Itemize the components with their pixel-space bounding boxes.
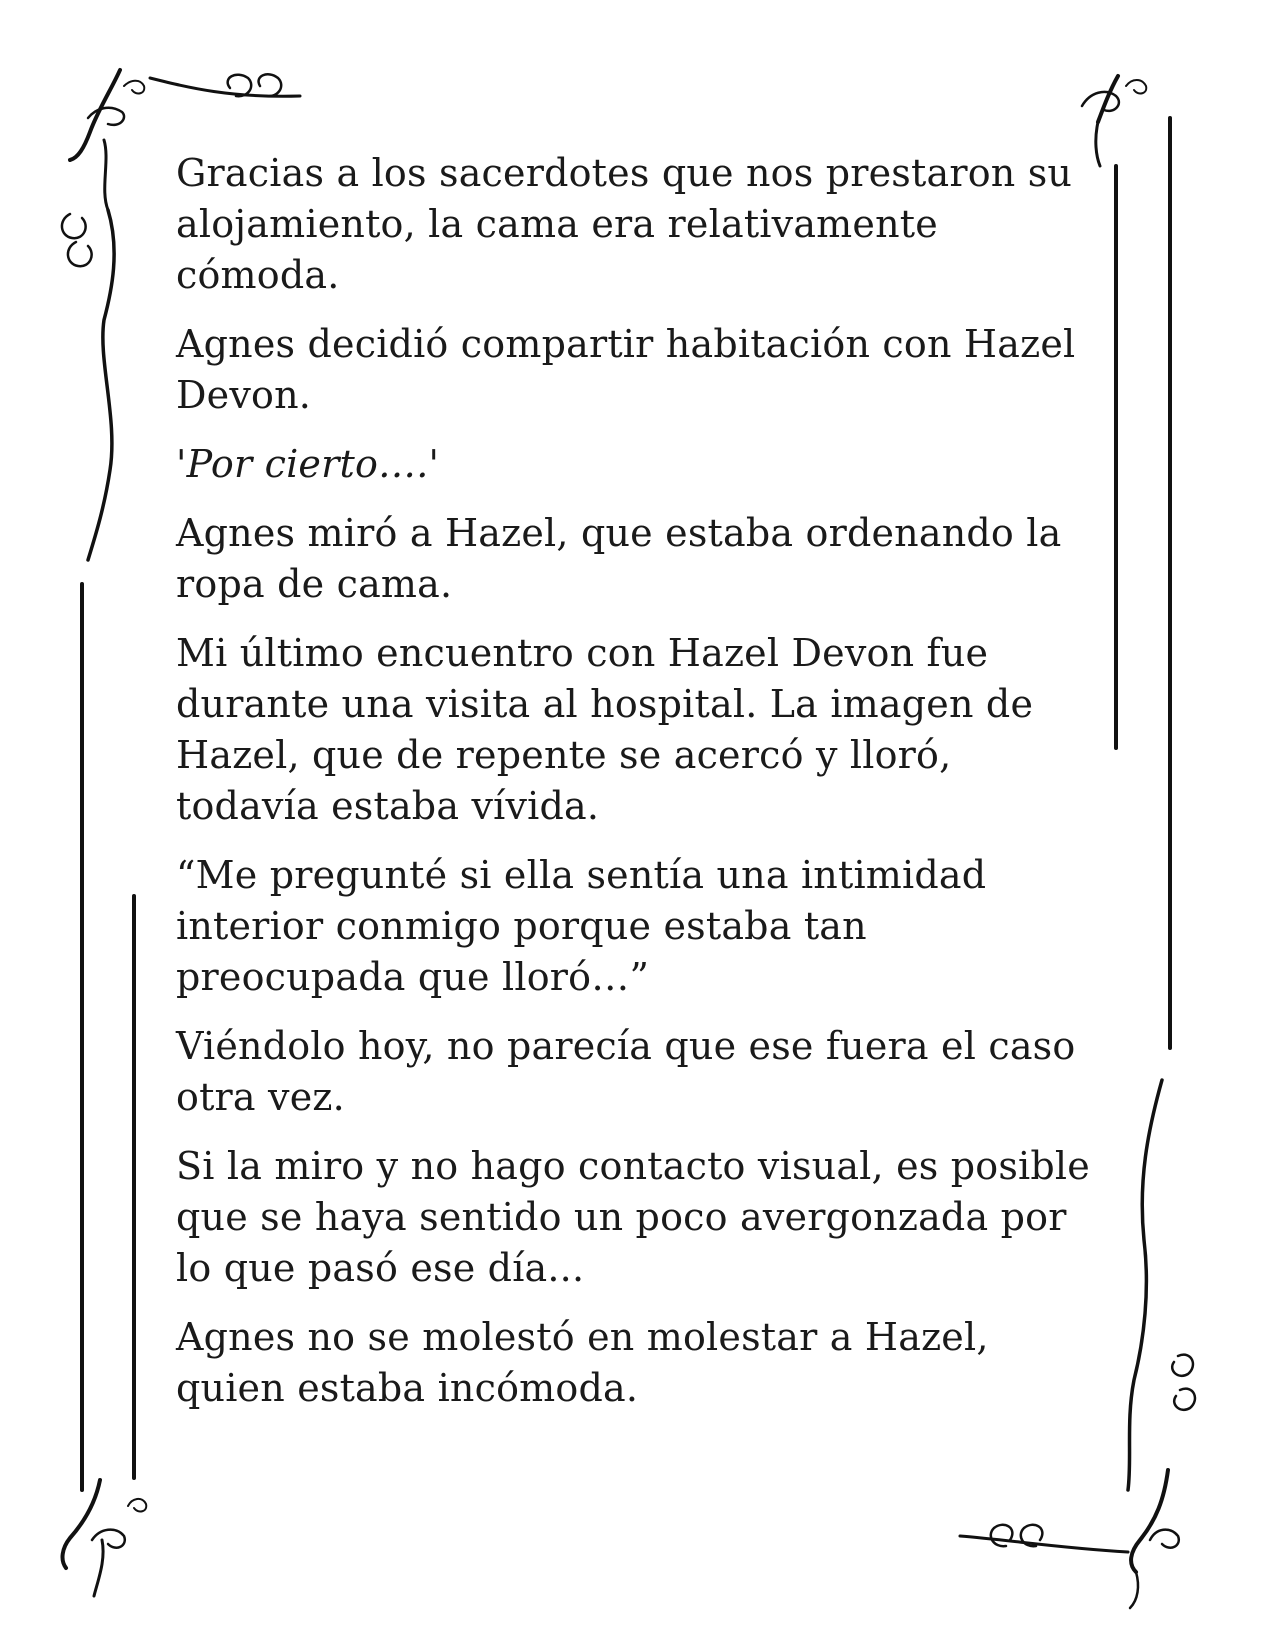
story-text-block — [176, 148, 1106, 1432]
paragraph: Viéndolo hoy, no parecía que ese fuera el caso otra vez. — [176, 1024, 1076, 1119]
paragraph: Agnes miró a Hazel, que estaba ordenando la ropa de cama. — [176, 511, 1062, 606]
italic-thought-paragraph: 'Por cierto….' — [176, 442, 440, 486]
paragraph: Agnes no se molestó en molestar a Hazel, quien estaba incómoda. — [176, 1315, 989, 1410]
quoted-paragraph: “Me pregunté si ella sentía una intimidad interior conmigo porque estaba tan preocupada que lloró…” — [176, 853, 987, 999]
bottom-left-flourish-icon — [63, 1480, 147, 1596]
paragraph: Agnes decidió compartir habitación con Hazel Devon. — [176, 322, 1076, 417]
paragraph: Gracias a los sacerdotes que nos prestaron su alojamiento, la cama era relativamente cómoda. — [176, 151, 1073, 297]
paragraph: Si la miro y no hago contacto visual, es posible que se haya sentido un poco avergonzada por lo que pasó ese día... — [176, 1144, 1090, 1290]
paragraph: Mi último encuentro con Hazel Devon fue durante una visita al hospital. La imagen de Hazel, que de repente se acercó y lloró, todavía estaba vívida. — [176, 631, 1034, 828]
